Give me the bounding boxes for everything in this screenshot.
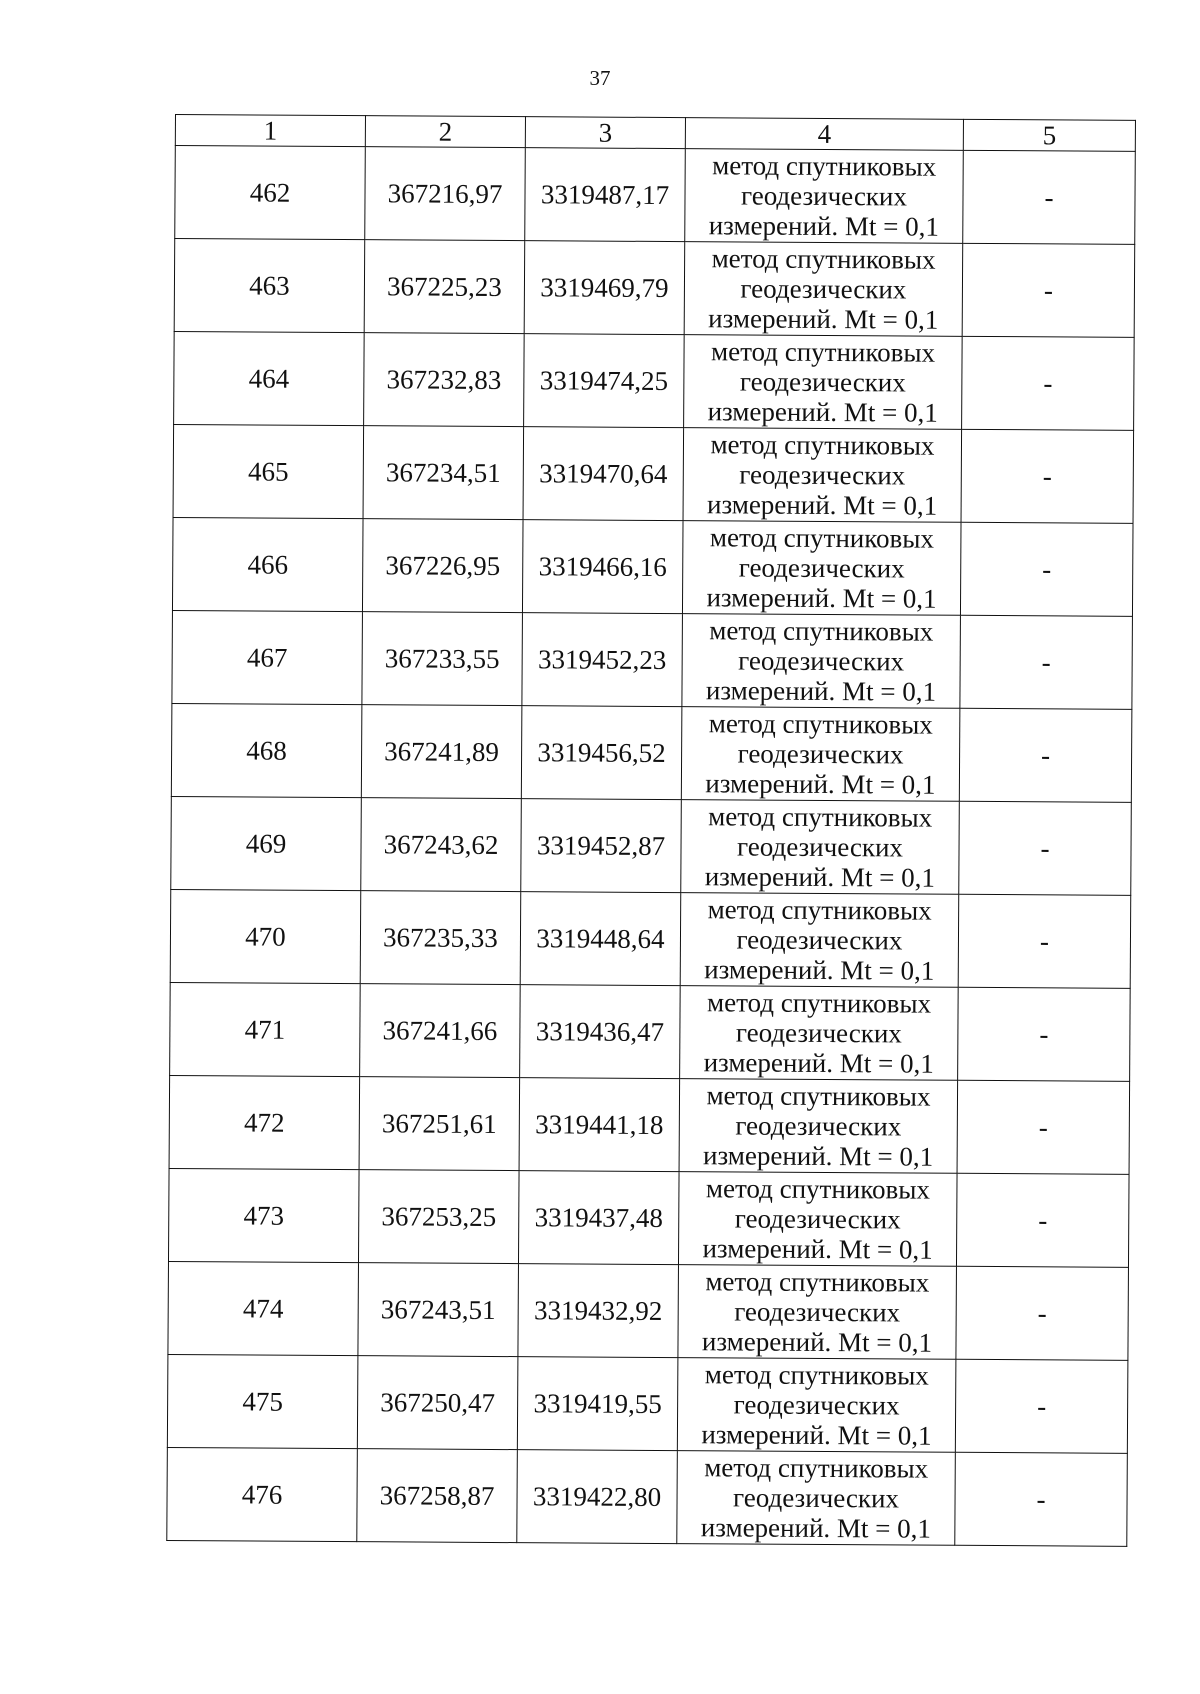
- x-coordinate-cell: 367232,83: [364, 333, 525, 427]
- method-cell: [680, 986, 959, 1081]
- method-line: геодезических: [736, 831, 904, 863]
- x-coordinate-cell: 367225,23: [364, 240, 525, 334]
- method-line: метод спутниковых: [707, 894, 932, 926]
- method-line: метод спутниковых: [708, 708, 933, 740]
- method-cell: [682, 521, 961, 616]
- method-cell: [680, 893, 959, 988]
- method-cell: [677, 1358, 956, 1453]
- point-number-cell: 463: [174, 239, 365, 333]
- method-cell: [678, 1172, 957, 1267]
- method-line: метод спутниковых: [712, 150, 937, 182]
- method-line: метод спутниковых: [709, 522, 935, 554]
- method-line: геодезических: [736, 924, 903, 956]
- method-line: геодезических: [734, 1296, 901, 1328]
- method-line: геодезических: [735, 1017, 902, 1049]
- method-line: геодезических: [733, 1482, 900, 1514]
- note-cell: -: [959, 801, 1132, 895]
- point-number-cell: 472: [169, 1075, 360, 1169]
- point-number-cell: 467: [172, 610, 363, 704]
- method-cell: [684, 242, 963, 337]
- note-cell: -: [962, 243, 1135, 337]
- x-coordinate-cell: 367216,97: [365, 147, 526, 241]
- table-row: [174, 331, 1135, 430]
- point-number-cell: 462: [175, 146, 366, 240]
- method-line: метод спутниковых: [704, 1359, 929, 1391]
- table-body: [167, 146, 1136, 1547]
- x-coordinate-cell: 367253,25: [358, 1170, 519, 1264]
- method-line: геодезических: [734, 1203, 901, 1235]
- method-line: измерений. Mt = 0,1: [701, 1326, 933, 1358]
- y-coordinate-cell: 3319474,25: [524, 334, 685, 428]
- x-coordinate-cell: 367241,89: [361, 705, 522, 799]
- table-row: [167, 1447, 1128, 1546]
- method-line: метод спутниковых: [711, 243, 936, 275]
- method-line: метод спутниковых: [705, 1266, 930, 1298]
- x-coordinate-cell: 367226,95: [362, 519, 523, 613]
- method-line: геодезических: [735, 1110, 902, 1142]
- page-number: 37: [589, 66, 611, 90]
- point-number-cell: 475: [167, 1354, 358, 1448]
- method-line: измерений. Mt = 0,1: [704, 954, 935, 986]
- method-line: измерений. Mt = 0,1: [707, 396, 938, 428]
- y-coordinate-cell: 3319448,64: [520, 892, 681, 986]
- x-coordinate-cell: 367243,51: [358, 1263, 519, 1357]
- note-cell: -: [960, 615, 1133, 709]
- y-coordinate-cell: 3319470,64: [523, 427, 684, 521]
- method-cell: [683, 428, 962, 523]
- x-coordinate-cell: 367234,51: [363, 426, 524, 520]
- table-row: [172, 610, 1133, 709]
- point-number-cell: 466: [172, 517, 363, 611]
- method-line: геодезических: [740, 180, 908, 212]
- method-line: метод спутниковых: [710, 429, 935, 461]
- x-coordinate-cell: 367250,47: [357, 1356, 518, 1450]
- method-line: геодезических: [740, 273, 907, 305]
- x-coordinate-cell: 367243,62: [361, 798, 522, 892]
- table-row: [168, 1168, 1129, 1267]
- method-line: метод спутниковых: [705, 1173, 931, 1205]
- x-coordinate-cell: 367235,33: [360, 891, 521, 985]
- table-row: [171, 703, 1132, 802]
- note-cell: -: [955, 1359, 1128, 1453]
- point-number-cell: 470: [170, 889, 361, 983]
- method-cell: [684, 335, 963, 430]
- point-number-cell: 474: [168, 1261, 359, 1355]
- y-coordinate-cell: 3319436,47: [520, 985, 681, 1079]
- note-cell: -: [955, 1452, 1128, 1546]
- method-line: измерений. Mt = 0,1: [703, 1047, 934, 1079]
- method-line: измерений. Mt = 0,1: [705, 675, 937, 707]
- note-cell: -: [961, 429, 1134, 523]
- x-coordinate-cell: 367233,55: [362, 612, 523, 706]
- y-coordinate-cell: 3319452,87: [521, 799, 682, 893]
- y-coordinate-cell: 3319487,17: [525, 148, 686, 242]
- note-cell: -: [956, 1266, 1129, 1360]
- table-row: [169, 1075, 1130, 1174]
- method-line: измерений. Mt = 0,1: [706, 489, 938, 521]
- method-cell: [677, 1451, 956, 1546]
- point-number-cell: 476: [167, 1447, 358, 1541]
- table-row: [167, 1354, 1128, 1453]
- y-coordinate-cell: 3319456,52: [521, 706, 682, 800]
- method-line: метод спутниковых: [710, 336, 936, 368]
- x-coordinate-cell: 367251,61: [359, 1077, 520, 1171]
- point-number-cell: 469: [171, 796, 362, 890]
- column-header-5: 5: [963, 119, 1135, 151]
- point-number-cell: 464: [174, 331, 365, 425]
- y-coordinate-cell: 3319452,23: [522, 613, 683, 707]
- method-line: измерений. Mt = 0,1: [702, 1140, 934, 1172]
- method-line: геодезических: [739, 366, 906, 398]
- method-line: метод спутниковых: [704, 1452, 929, 1484]
- point-number-cell: 473: [168, 1168, 359, 1262]
- table-row: [171, 796, 1132, 895]
- x-coordinate-cell: 367258,87: [357, 1449, 518, 1543]
- table-row: [174, 239, 1135, 338]
- y-coordinate-cell: 3319422,80: [517, 1450, 678, 1544]
- method-line: измерений. Mt = 0,1: [706, 582, 937, 614]
- y-coordinate-cell: 3319466,16: [522, 520, 683, 614]
- method-cell: [679, 1079, 958, 1174]
- note-cell: -: [962, 336, 1135, 430]
- column-header-3: 3: [525, 117, 685, 149]
- method-line: измерений. Mt = 0,1: [700, 1512, 932, 1544]
- method-cell: [682, 614, 961, 709]
- method-line: метод спутниковых: [706, 987, 932, 1019]
- note-cell: -: [958, 894, 1131, 988]
- note-cell: -: [963, 150, 1136, 244]
- y-coordinate-cell: 3319432,92: [518, 1264, 679, 1358]
- y-coordinate-cell: 3319437,48: [518, 1171, 679, 1265]
- method-cell: [685, 149, 964, 244]
- table-row: [170, 889, 1131, 988]
- method-line: метод спутниковых: [709, 615, 934, 647]
- method-line: геодезических: [733, 1389, 900, 1421]
- method-cell: [681, 707, 960, 802]
- method-line: измерений. Mt = 0,1: [704, 861, 936, 893]
- method-line: геодезических: [738, 645, 905, 677]
- column-header-1: 1: [175, 115, 365, 147]
- x-coordinate-cell: 367241,66: [360, 984, 521, 1078]
- method-line: измерений. Mt = 0,1: [702, 1233, 933, 1265]
- point-number-cell: 468: [171, 703, 362, 797]
- method-line: измерений. Mt = 0,1: [708, 210, 939, 242]
- y-coordinate-cell: 3319469,79: [524, 241, 685, 335]
- method-line: измерений. Mt = 0,1: [701, 1419, 932, 1451]
- note-cell: -: [956, 1173, 1129, 1267]
- column-header-4: 4: [685, 118, 963, 151]
- method-line: метод спутниковых: [706, 1080, 931, 1112]
- method-line: измерений. Mt = 0,1: [708, 303, 939, 335]
- table-row: [173, 424, 1134, 523]
- method-line: геодезических: [738, 552, 905, 584]
- y-coordinate-cell: 3319441,18: [519, 1078, 680, 1172]
- table-row: [172, 517, 1133, 616]
- note-cell: -: [960, 522, 1133, 616]
- point-number-cell: 471: [170, 982, 361, 1076]
- method-line: геодезических: [737, 738, 904, 770]
- note-cell: -: [959, 708, 1132, 802]
- method-line: измерений. Mt = 0,1: [705, 768, 936, 800]
- method-cell: [681, 800, 960, 895]
- point-number-cell: 465: [173, 424, 364, 518]
- column-header-2: 2: [365, 116, 525, 148]
- method-cell: [678, 1265, 957, 1360]
- note-cell: -: [957, 1080, 1130, 1174]
- method-line: геодезических: [739, 459, 906, 491]
- table-row: [168, 1261, 1129, 1360]
- y-coordinate-cell: 3319419,55: [517, 1357, 678, 1451]
- table-row: [170, 982, 1131, 1081]
- table-row: [175, 146, 1136, 245]
- method-line: метод спутниковых: [708, 801, 933, 833]
- coordinates-table: [166, 114, 1136, 1547]
- note-cell: -: [958, 987, 1131, 1081]
